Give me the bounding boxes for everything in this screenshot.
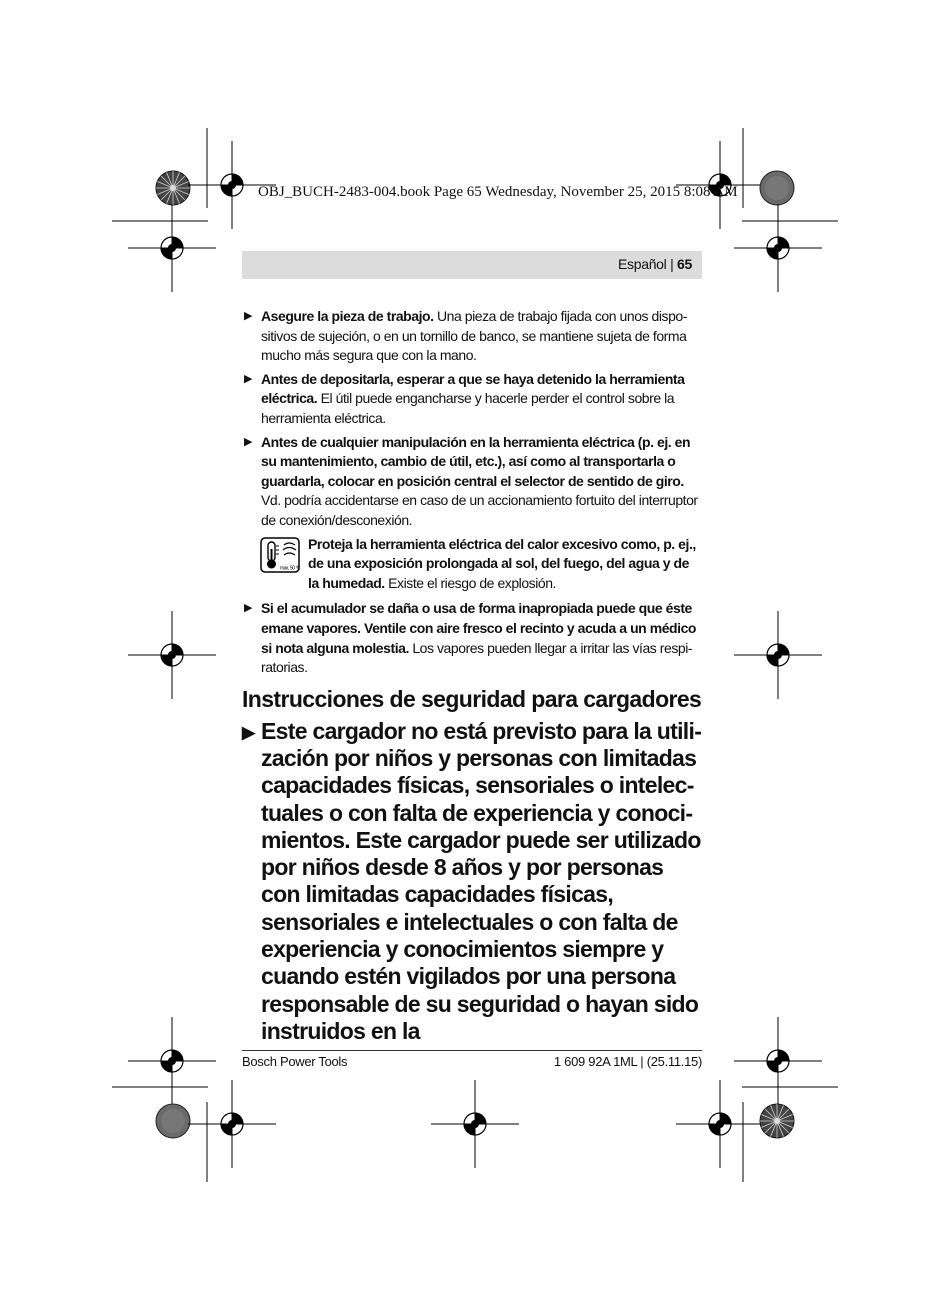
print-slug-line: OBJ_BUCH-2483-004.book Page 65 Wednesday, November 25, 2015 8:08 AM [258,184,738,200]
page-number: 65 [677,256,692,272]
bullet-triangle-icon: ▶ [244,435,253,448]
item-bold: Proteja la herramienta eléctrica del calor excesivo como, p. ej., de una exposición prolongada al sol, del fuego, del agua y de la humedad. [308,535,696,591]
page-header [618,256,692,272]
page-header-bar [242,251,702,279]
bullet-triangle-icon: ▶ [244,310,253,322]
max-temperature-icon [260,537,300,573]
bullet-triangle-icon: ▶ [244,602,253,615]
main-content [242,307,702,1045]
safety-item-workpiece [242,307,702,366]
bullet-triangle-icon: ▶ [244,372,253,385]
section-title: Instrucciones de seguridad para cargadores [242,685,702,712]
item-text: Vd. podría accidentarse en caso de un accionamiento fortuito del interruptor de conexión/desconexión. [261,492,698,528]
footer-document-code: 1 609 92A 1ML | (25.11.15) [553,1054,702,1069]
bullet-triangle-icon: ▶ [242,722,255,742]
charger-warning-text: Este cargador no está previsto para la utilización por niños y personas con limitadas capacidades físicas, sensoriales o intelectuales o con falta de experiencia y conocimientos. Este cargador puede ser utilizado por niños desde 8 años y por personas con limitadas capacidades físicas, sensoriales e intelectuales o con falta de experiencia y conocimientos siempre y cuando estén vigilados por una persona responsable de su seguridad o hayan sido instruidos en la [261,717,702,1044]
header-language: Español [617,256,667,272]
safety-item-battery-vapors [242,599,702,677]
item-text: El útil puede engancharse y hacerle perder el control sobre la herramienta eléctrica. [261,390,675,426]
item-bold: Antes de depositarla, esperar a que se haya detenido la herramienta eléctrica. [261,370,685,407]
item-text: Los vapores pueden llegar a irritar las vías respiratorias. [261,639,693,676]
safety-item-heat [242,535,702,594]
item-text: Una pieza de trabajo fijada con unos dispositivos de sujeción, o en un tornillo de banco, se mantiene sujeta de forma mucho más segura que con la mano. [261,308,688,364]
safety-item-rotation-selector [242,433,702,531]
item-bold: Asegure la pieza de trabajo. [261,308,434,324]
item-bold: Si el acumulador se daña o usa de forma inapropiada puede que éste emane vapores. Ventile con aire fresco el recinto y acuda a un médico si nota alguna molestia. [261,600,697,656]
item-bold: Antes de cualquier manipulación en la herramienta eléctrica (p. ej. en su mantenimiento, cambio de útil, etc.), así como al transportarla o guardarla, colocar en posición central el selector de sentido de giro. [261,433,691,489]
svg-text:max. 50 °C: max. 50 °C [280,565,300,572]
footer-publisher: Bosch Power Tools [242,1054,348,1069]
header-separator: | [666,256,678,272]
item-text: Existe el riesgo de explosión. [384,574,556,591]
footer-rule [242,1050,702,1051]
safety-item-set-down [242,370,702,429]
charger-warning [242,718,702,1046]
